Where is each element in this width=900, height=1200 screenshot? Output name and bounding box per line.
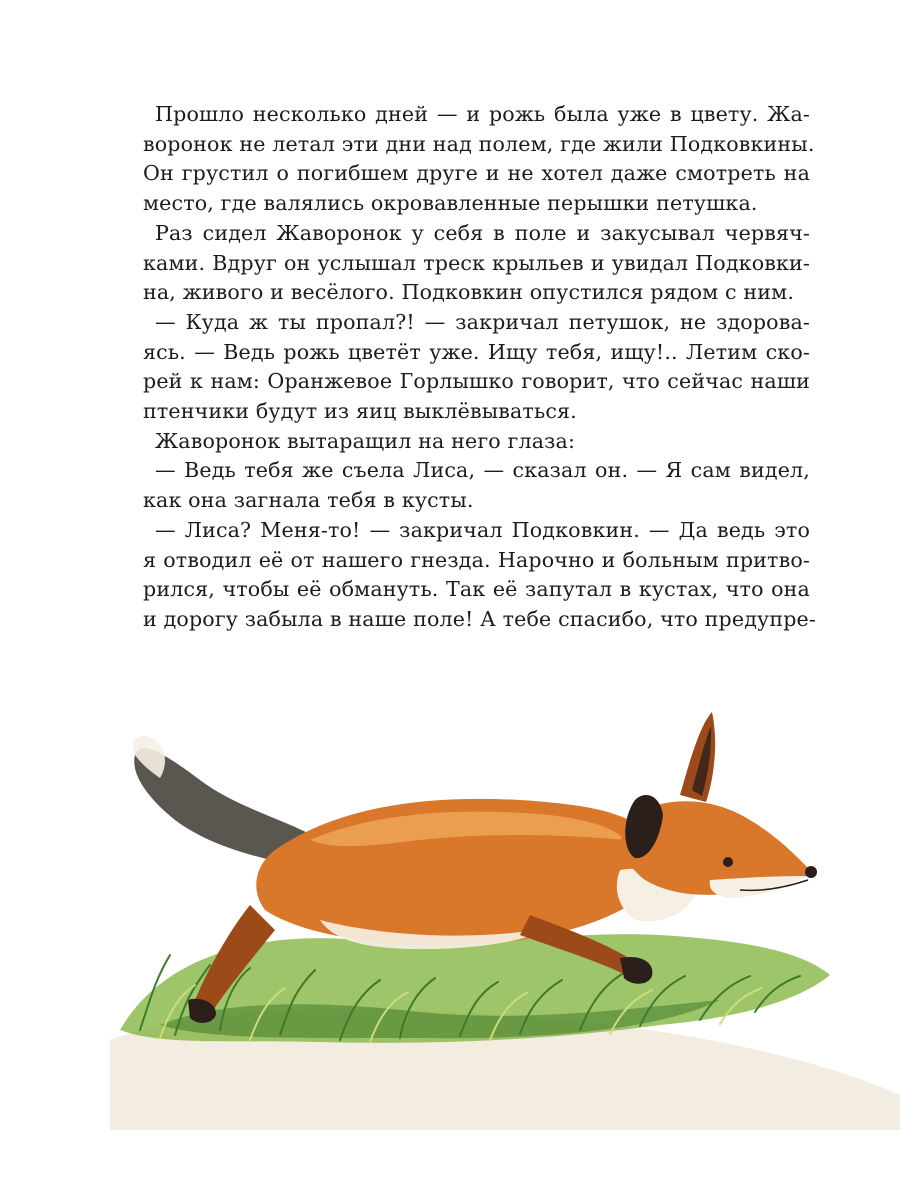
paragraph-line: ками. Вдруг он услышал треск крыльев и увидал Подковки-	[143, 250, 810, 275]
paragraph-line: на, живого и весёлого. Подковкин опустился рядом с ним.	[143, 280, 795, 305]
paragraph-line: птенчики будут из яиц выклёвываться.	[143, 399, 577, 424]
paragraph-line: ясь. — Ведь рожь цветёт уже. Ищу тебя, ищу!.. Летим ско-	[143, 339, 810, 364]
story-text	[143, 100, 816, 635]
fox-nose	[805, 866, 817, 878]
paragraph-line: Раз сидел Жаворонок у себя в поле и закусывал червяч-	[155, 220, 810, 245]
paragraph-line: Он грустил о погибшем друге и не хотел даже смотреть на	[143, 161, 810, 186]
paragraph-line: Жаворонок вытаращил на него глаза:	[155, 428, 576, 453]
paragraph-line: — Ведь тебя же съела Лиса, — сказал он. — Я сам видел,	[155, 458, 810, 483]
paragraph-line: место, где валялись окровавленные перышки петушка.	[143, 191, 758, 216]
paragraph-line: воронок не летал эти дни над полем, где жили Подковкины.	[143, 131, 815, 156]
paragraph-line: — Куда ж ты пропал?! — закричал петушок, не здорова-	[155, 309, 810, 334]
paragraph-line: — Лиса? Меня-то! — закричал Подковкин. — Да ведь это	[155, 517, 810, 542]
fox-muzzle	[710, 876, 805, 898]
fox-eye	[723, 857, 733, 867]
fox-illustration	[100, 700, 900, 1130]
paragraph-line: и дорогу забыла в наше поле! А тебе спасибо, что предупре-	[143, 606, 816, 631]
paragraph-line: как она загнала тебя в кусты.	[143, 488, 474, 513]
paragraph-line: рей к нам: Оранжевое Горлышко говорит, что сейчас наши	[143, 369, 810, 394]
paragraph-line: Прошло несколько дней — и рожь была уже в цвету. Жа-	[155, 102, 810, 126]
paragraph-line: я отводил её от нашего гнезда. Нарочно и больным притво-	[143, 547, 810, 572]
paragraph-line: рился, чтобы её обмануть. Так её запутал в кустах, что она	[143, 577, 810, 602]
fox-illustration-svg	[100, 700, 900, 1130]
